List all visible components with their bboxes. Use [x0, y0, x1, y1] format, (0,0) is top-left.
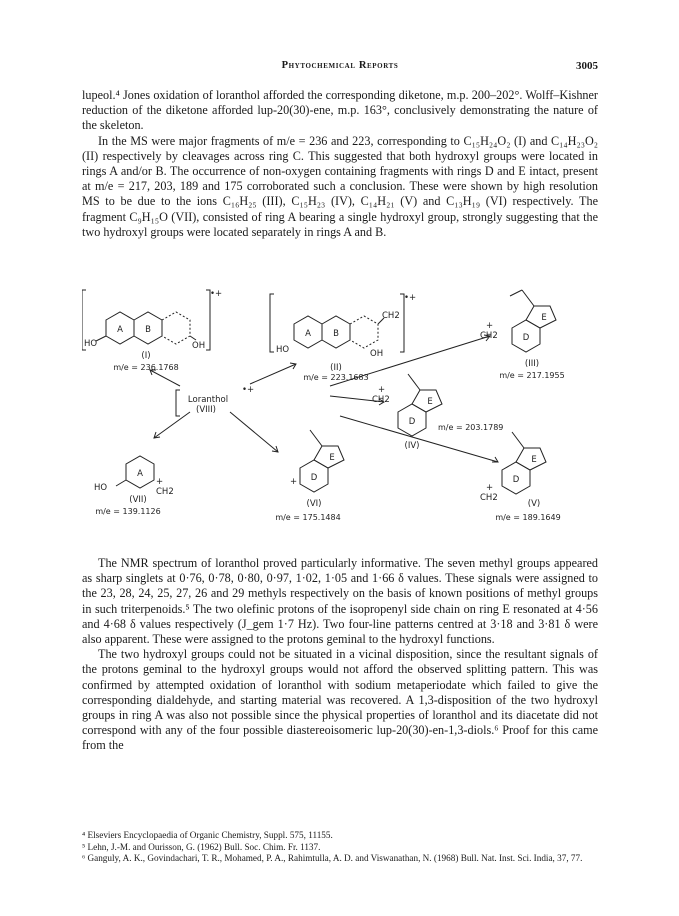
paragraph-2: In the MS were major fragments of m/e = 236 and 223, corresponding to C₁₅H₂₄O₂ (I) and C₁₄H₂₃O₂ (II) respectively by cleavages across ring C. This suggested that both hydroxyl groups were located in rings A and/or B. The occurrence of non-oxygen containing fragments with rings D and E intact, present at m/e = 217, 203, 189 and 175 corroborated such a conclusion. These were shown by high resolution MS to be due to the ions C₁₆H₂₅ (III), C₁₅H₂₃ (IV), C₁₄H₂₁ (V) and C₁₃H₁₉ (VI) respectively. The fragment C₉H₁₅O (VII), consisted of ring A bearing a single hydroxyl group, strongly suggesting that the two hydroxyl groups were located separately in rings A and B. [82, 133, 598, 239]
ring-d-label: D [512, 475, 520, 485]
ring-a-label: A [305, 329, 311, 339]
ch2-label: CH2 [480, 331, 498, 341]
ring-e-label: E [541, 313, 547, 323]
ring-e-label: E [329, 453, 335, 463]
compound-i-label: (I) [141, 351, 151, 361]
ring-b-label: B [145, 325, 151, 335]
oh-label: OH [192, 341, 206, 351]
footnotes [82, 830, 598, 865]
radical-cation-label: •+ [404, 293, 417, 303]
compound-iii-label: (III) [524, 359, 540, 369]
page-header [82, 60, 598, 76]
ch2-label: CH2 [156, 487, 174, 497]
compound-vi-label: (VI) [306, 499, 322, 509]
ring-a-label: A [117, 325, 123, 335]
compound-iv-label: (IV) [404, 441, 420, 451]
loranthol-label: Loranthol [187, 395, 229, 405]
ho-label: HO [94, 483, 108, 493]
ring-e-label: E [427, 397, 433, 407]
compound-vii-mass: m/e = 139.1126 [95, 507, 161, 516]
paragraph-3: The NMR spectrum of loranthol proved particularly informative. The seven methyl groups appeared as sharp singlets at 0·76, 0·78, 0·80, 0·97, 1·02, 1·05 and 1·66 δ values. These signals were assigned to the 23, 28, 24, 25, 27, 26 and 29 methyls respectively on the basis of known positions of methyl groups in such triterpenoids.⁵ The two olefinic protons of the isopropenyl side chain on ring E resonated at 4·56 and 4·68 δ values respectively (J_gem 1·7 Hz). Two four-line patterns centred at 3·18 and 3·81 δ were also apparent. These were assigned to the protons geminal to the hydroxyl functions. [82, 556, 598, 647]
footnote-4: ⁴ Elseviers Encyclopaedia of Organic Chemistry, Suppl. 575, 11155. [82, 830, 333, 840]
compound-vii-label: (VII) [129, 495, 147, 505]
ch2-label: CH2 [382, 311, 400, 321]
compound-v-mass: m/e = 189.1649 [495, 513, 561, 522]
ring-d-label: D [310, 473, 318, 483]
running-title: Phytochemical Reports [281, 60, 399, 71]
radical-cation-label: •+ [242, 385, 255, 395]
plus-label: + [290, 477, 298, 487]
oh-label: OH [370, 349, 384, 359]
ring-d-label: D [408, 417, 416, 427]
compound-vi-mass: m/e = 175.1484 [275, 513, 341, 522]
compound-iii-mass: m/e = 217.1955 [499, 371, 565, 380]
compound-viii-label: (VIII) [196, 405, 216, 415]
ho-label: HO [84, 339, 98, 349]
paragraph-1: lupeol.⁴ Jones oxidation of loranthol afforded the corresponding diketone, m.p. 200–202°. Wolff–Kishner reduction of the diketone afforded lup-20(30)-ene, m.p. 163°, conclusively demonstrating the nature of the skeleton. [82, 88, 598, 133]
compound-i-mass: m/e = 236.1768 [113, 363, 179, 372]
ho-label: HO [276, 345, 290, 355]
ring-e-label: E [531, 455, 537, 465]
plus-label: + [156, 477, 164, 487]
radical-cation-label: •+ [210, 289, 223, 299]
plus-label: + [486, 483, 494, 493]
body-text-bottom [82, 556, 598, 754]
ring-b-label: B [333, 329, 339, 339]
page-number: 3005 [576, 60, 598, 72]
plus-label: + [378, 385, 386, 395]
ch2-label: CH2 [480, 493, 498, 503]
ch2-label: CH2 [372, 395, 390, 405]
compound-v-label: (V) [527, 499, 541, 509]
plus-label: + [486, 321, 494, 331]
scheme-svg [82, 284, 598, 534]
compound-ii-label: (II) [330, 363, 342, 373]
ring-a-label: A [137, 469, 143, 479]
paragraph-4: The two hydroxyl groups could not be situated in a vicinal disposition, since the resultant signals of the protons geminal to the hydroxyl groups would not afford the observed splitting pattern. This was confirmed by attempted oxidation of loranthol with sodium metaperiodate which failed to give the corresponding dialdehyde, and starting material was recovered. A 1,3-disposition of the two hydroxyl groups in ring A was also not possible since the physical properties of loranthol and its diacetate did not correspond with any of the four possible diastereoisomeric lup-20(30)-en-1,3-diols.⁶ Proof for this came from the [82, 647, 598, 753]
footnote-5: ⁵ Lehn, J.-M. and Ourisson, G. (1962) Bull. Soc. Chim. Fr. 1137. [82, 841, 321, 852]
fragmentation-scheme [82, 284, 598, 534]
ring-d-label: D [522, 333, 530, 343]
compound-iv-mass: m/e = 203.1789 [438, 423, 504, 432]
footnote-6: ⁶ Ganguly, A. K., Govindachari, T. R., Mohamed, P. A., Rahimtulla, A. D. and Viswanathan, N. (1968) Bull. Nat. Inst. Sci. India, 37, 77. [82, 853, 583, 864]
body-text-top [82, 88, 598, 240]
compound-ii-mass: m/e = 223.1683 [303, 373, 369, 382]
